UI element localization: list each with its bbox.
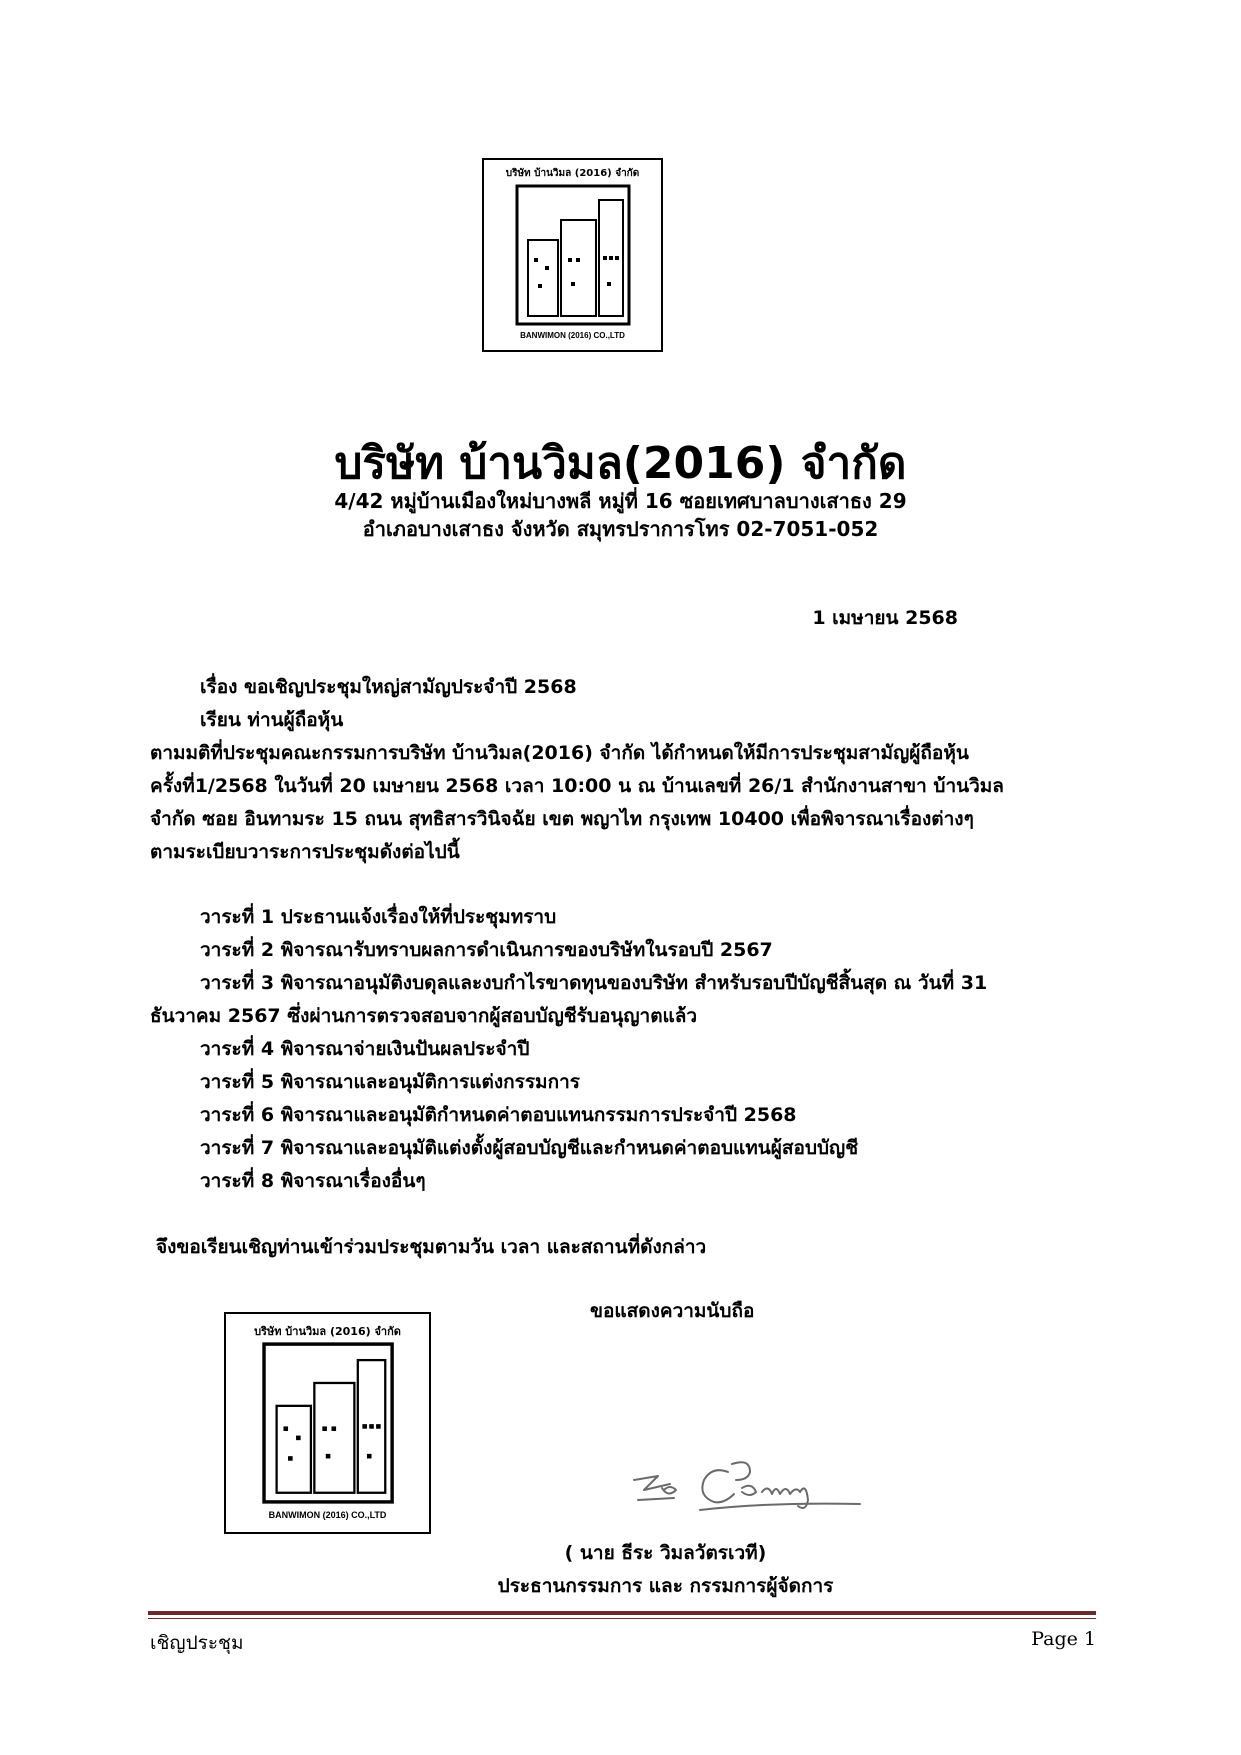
salutation-line: เรียน ท่านผู้ถือหุ้น xyxy=(200,709,344,731)
footer-rule-thin xyxy=(148,1618,1096,1619)
agenda-item-1: วาระที่ 1 ประธานแจ้งเรื่องให้ที่ประชุมทราบ xyxy=(200,906,557,928)
company-name: บริษัท บ้านวิมล(2016) จำกัด xyxy=(334,438,907,489)
subject-line: เรื่อง ขอเชิญประชุมใหญ่สามัญประจำปี 2568 xyxy=(200,676,577,698)
footer-left-text: เชิญประชุม xyxy=(150,1632,244,1654)
logo-top-text: บริษัท บ้านวิมล (2016) จำกัด xyxy=(254,1325,401,1338)
logo-top-text: บริษัท บ้านวิมล (2016) จำกัด xyxy=(505,168,640,179)
building-logo-icon xyxy=(482,158,663,352)
body-line: ตามระเบียบวาระการประชุมดังต่อไปนี้ xyxy=(150,841,460,863)
footer-rule-thick xyxy=(148,1611,1096,1615)
agenda-item-7: วาระที่ 7 พิจารณาและอนุมัติแต่งตั้งผู้สอบบัญชีและกำหนดค่าตอบแทนผู้สอบบัญชี xyxy=(200,1137,859,1159)
body-line: ครั้งที่1/2568 ในวันที่ 20 เมษายน 2568 เวลา 10:00 น ณ บ้านเลขที่ 26/1 สำนักงานสาขา บ้านวิมล xyxy=(150,775,1004,797)
logo-bottom-text: BANWIMON (2016) CO.,LTD xyxy=(520,331,625,340)
body-line: ตามมติที่ประชุมคณะกรรมการบริษัท บ้านวิมล(2016) จำกัด ได้กำหนดให้มีการประชุมสามัญผู้ถือหุ้น xyxy=(150,742,969,764)
logo-bottom-text: BANWIMON (2016) CO.,LTD xyxy=(268,1510,387,1520)
agenda-item-3: วาระที่ 3 พิจารณาอนุมัติงบดุลและงบกำไรขาดทุนของบริษัท สำหรับรอบปีบัญชีสิ้นสุด ณ วันที่ 31 xyxy=(200,972,988,994)
address-line-1: 4/42 หมู่บ้านเมืองใหม่บางพลี หมู่ที่ 16 ซอยเทศบาลบางเสาธง 29 xyxy=(334,489,907,513)
regards-line: ขอแสดงความนับถือ xyxy=(590,1300,755,1322)
handwritten-signature xyxy=(600,1418,900,1528)
building-logo-icon xyxy=(224,1312,431,1534)
signer-title: ประธานกรรมการ และ กรรมการผู้จัดการ xyxy=(497,1575,834,1597)
address-line-2: อำเภอบางเสาธง จังหวัด สมุทรปราการโทร 02-7051-052 xyxy=(362,517,879,541)
company-logo-top xyxy=(482,158,663,352)
page-number: Page 1 xyxy=(1031,1628,1096,1650)
agenda-item-4: วาระที่ 4 พิจารณาจ่ายเงินปันผลประจำปี xyxy=(200,1038,530,1060)
agenda-item-5: วาระที่ 5 พิจารณาและอนุมัติการแต่งกรรมการ xyxy=(200,1071,580,1093)
body-line: จำกัด ซอย อินทามระ 15 ถนน สุทธิสารวินิจฉัย เขต พญาไท กรุงเทพ 10400 เพื่อพิจารณาเรื่องต่างๆ xyxy=(150,808,974,830)
agenda-item-2: วาระที่ 2 พิจารณารับทราบผลการดำเนินการของบริษัทในรอบปี 2567 xyxy=(200,939,773,961)
agenda-item-6: วาระที่ 6 พิจารณาและอนุมัติกำหนดค่าตอบแทนกรรมการประจำปี 2568 xyxy=(200,1104,797,1126)
signer-name: ( นาย ธีระ วิมลวัตรเวที) xyxy=(564,1542,767,1564)
closing-invite: จึงขอเรียนเชิญท่านเข้าร่วมประชุมตามวัน เวลา และสถานที่ดังกล่าว xyxy=(156,1236,707,1258)
agenda-item-3-cont: ธันวาคม 2567 ซึ่งผ่านการตรวจสอบจากผู้สอบบัญชีรับอนุญาตแล้ว xyxy=(150,1005,698,1027)
company-logo-stamp xyxy=(224,1312,431,1534)
letter-date: 1 เมษายน 2568 xyxy=(812,607,958,629)
agenda-item-8: วาระที่ 8 พิจารณาเรื่องอื่นๆ xyxy=(200,1170,426,1192)
